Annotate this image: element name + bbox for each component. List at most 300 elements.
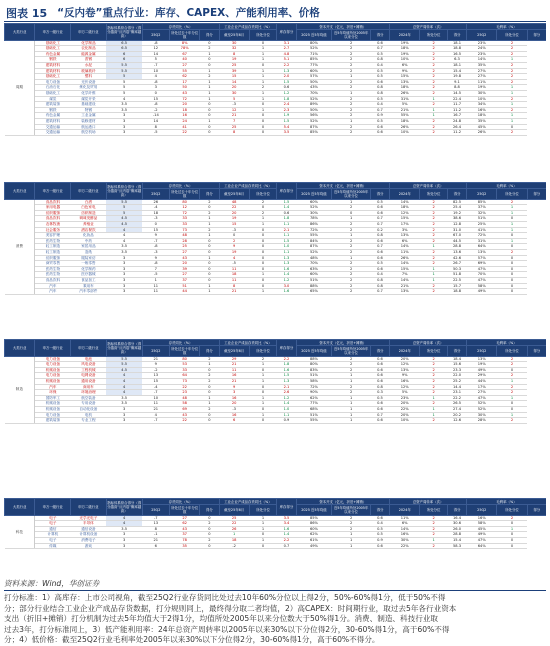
table-cell: 1 bbox=[249, 46, 277, 52]
table-cell: 农林牧渔 bbox=[35, 221, 71, 227]
table-cell: 1 bbox=[332, 395, 371, 401]
table-cell: 调味发酵品 bbox=[71, 216, 107, 222]
table-cell: 43 bbox=[170, 90, 200, 96]
table-cell: 0.5 bbox=[370, 96, 389, 102]
header-c14: 2025 近5年均值 bbox=[296, 505, 332, 515]
table-cell: 69 bbox=[170, 406, 200, 412]
table-cell: 18 bbox=[142, 210, 170, 216]
table-cell: 4 bbox=[106, 521, 142, 527]
table-cell: 6 bbox=[106, 57, 142, 63]
table-cell: 4 bbox=[106, 238, 142, 244]
table-cell: 22.0 bbox=[447, 373, 466, 379]
table-cell: 1.6 bbox=[277, 266, 296, 272]
table-cell: 1 bbox=[420, 113, 448, 119]
header-c19: 所处分位 bbox=[420, 189, 448, 199]
table-cell: 0.6 bbox=[370, 249, 389, 255]
table-cell: 51% bbox=[296, 412, 332, 418]
table-cell: 35% bbox=[467, 62, 497, 68]
table-cell: 1 bbox=[200, 401, 219, 407]
table-cell: 80% bbox=[296, 40, 332, 46]
table-cell: 2 bbox=[420, 199, 448, 205]
table-cell: 9 bbox=[142, 233, 170, 239]
table-cell: 45% bbox=[467, 124, 497, 130]
table-cell: 基础化工 bbox=[35, 46, 71, 52]
header-c10: 截至25年6月 bbox=[219, 346, 249, 356]
table-cell: 0 bbox=[219, 233, 249, 239]
table-cell: 60% bbox=[296, 199, 332, 205]
table-cell: 2 bbox=[332, 51, 371, 57]
table-cell: 18.4 bbox=[447, 356, 466, 362]
table-cell: 86% bbox=[296, 221, 332, 227]
table-cell: 3 bbox=[106, 406, 142, 412]
table-cell: 30% bbox=[467, 90, 497, 96]
table-cell: 55% bbox=[296, 418, 332, 424]
table-cell: 0.8 bbox=[370, 90, 389, 96]
header-c3: 申万二级行业 bbox=[71, 499, 107, 516]
table-cell: 18 bbox=[219, 537, 249, 543]
table-cell: 装修建材 bbox=[71, 118, 107, 124]
header-c18: 2024年 bbox=[390, 505, 420, 515]
header-c22: 25Q2 bbox=[467, 30, 497, 40]
table-cell: 2 bbox=[332, 130, 371, 136]
table-cell: 2.1 bbox=[277, 227, 296, 233]
table-cell: 1 bbox=[249, 57, 277, 63]
table-cell: 1 bbox=[332, 118, 371, 124]
table-cell: 9.1 bbox=[447, 79, 466, 85]
group-label: 制造 bbox=[5, 356, 35, 423]
table-cell: 11.7 bbox=[447, 102, 466, 108]
table-cell: 11 bbox=[219, 266, 249, 272]
table-cell: 28.8 bbox=[447, 244, 466, 250]
table-cell: 化妆品 bbox=[71, 233, 107, 239]
table-cell: 12% bbox=[390, 384, 420, 390]
header-c23: 所处分位 bbox=[497, 189, 527, 199]
table-cell: 2 bbox=[200, 373, 219, 379]
table-cell: 6% bbox=[390, 521, 420, 527]
table-cell: 通信设备 bbox=[71, 526, 107, 532]
table-cell: 21% bbox=[390, 107, 420, 113]
table-cell: 一般零售 bbox=[71, 261, 107, 267]
table-cell: 0 bbox=[200, 40, 219, 46]
table-cell: 1 bbox=[249, 216, 277, 222]
table-cell: 16.4 bbox=[447, 515, 466, 521]
table-cell: 20% bbox=[390, 356, 420, 362]
table-cell: 87% bbox=[296, 124, 332, 130]
table-cell: 2.3 bbox=[277, 107, 296, 113]
table-cell: 73 bbox=[170, 378, 200, 384]
table-cell: 2 bbox=[200, 74, 219, 80]
table-cell: 3 bbox=[106, 272, 142, 278]
table-cell: 12 bbox=[219, 107, 249, 113]
table-cell: 基础建设 bbox=[71, 102, 107, 108]
header-c24: 得分 bbox=[527, 505, 546, 515]
table-cell: -3 bbox=[219, 102, 249, 108]
table-cell: 80 bbox=[170, 356, 200, 362]
table-cell: 2 bbox=[420, 210, 448, 216]
table-cell: 39 bbox=[219, 68, 249, 74]
table-cell: 72 bbox=[170, 210, 200, 216]
table-cell: 2 bbox=[200, 521, 219, 527]
table-cell: 43% bbox=[296, 85, 332, 91]
table-cell: 0 bbox=[249, 227, 277, 233]
table-cell: 51 bbox=[170, 283, 200, 289]
table-cell: 0.6 bbox=[370, 205, 389, 211]
table-cell: 52% bbox=[296, 46, 332, 52]
table-cell: 48 bbox=[219, 199, 249, 205]
group-label: 消费 bbox=[5, 199, 35, 294]
table-cell: 27% bbox=[467, 68, 497, 74]
table-cell: 1.5 bbox=[277, 199, 296, 205]
table-cell: 2 bbox=[420, 289, 448, 295]
table-cell: 1 bbox=[200, 90, 219, 96]
table-cell: 2 bbox=[332, 356, 371, 362]
table-cell: 7 bbox=[142, 266, 170, 272]
table-cell: 8.8 bbox=[447, 85, 466, 91]
table-cell: 1 bbox=[332, 90, 371, 96]
table-cell: 0 bbox=[249, 205, 277, 211]
table-cell: 0 bbox=[249, 283, 277, 289]
table-cell: 1 bbox=[497, 526, 527, 532]
table-cell: 电子 bbox=[35, 515, 71, 521]
table-cell: 16 bbox=[219, 412, 249, 418]
table-cell: 2 bbox=[497, 515, 527, 521]
table-cell: 1.6 bbox=[277, 367, 296, 373]
note-line: 过去3年，打分标准同上，3）低产能利用率：24年总资产周转率以2005年以来30%以下分位得2分，30-60%得1分，高于60%不得 bbox=[4, 624, 450, 634]
table-cell: 2 bbox=[332, 277, 371, 283]
table-cell: 炼化及贸易 bbox=[71, 85, 107, 91]
table-cell: 0 bbox=[200, 130, 219, 136]
table-cell: 38.6 bbox=[447, 216, 466, 222]
table-cell: 83% bbox=[296, 367, 332, 373]
table-cell: 0.5 bbox=[370, 526, 389, 532]
table-cell: 2 bbox=[420, 378, 448, 384]
table-cell: 37% bbox=[467, 205, 497, 211]
table-cell: 31.0 bbox=[447, 227, 466, 233]
table-cell: 51% bbox=[296, 277, 332, 283]
table-cell: 2 bbox=[249, 210, 277, 216]
table-cell: 29 bbox=[219, 356, 249, 362]
table-cell: 11 bbox=[219, 277, 249, 283]
header-c14: 2025 近5年均值 bbox=[296, 346, 332, 356]
table-cell: 37 bbox=[170, 277, 200, 283]
table-cell: 1 bbox=[420, 96, 448, 102]
table-cell: 17 bbox=[170, 79, 200, 85]
header-c9: 工业企业产成品存货同比（%） bbox=[219, 183, 277, 189]
table-cell: -3 bbox=[219, 406, 249, 412]
table-cell: 3.4 bbox=[277, 521, 296, 527]
table-cell: 养殖业 bbox=[71, 221, 107, 227]
table-cell: 12 bbox=[170, 205, 200, 211]
table-cell: 0.7 bbox=[370, 46, 389, 52]
table-cell: 2 bbox=[332, 384, 371, 390]
table-cell: 0.4 bbox=[370, 521, 389, 527]
header-c15: 近5年均值所处2005年以来分位 bbox=[333, 30, 369, 39]
table-cell: 12% bbox=[390, 210, 420, 216]
table-cell: -3 bbox=[219, 227, 249, 233]
table-cell: 2 bbox=[332, 96, 371, 102]
table-cell: 49% bbox=[467, 532, 497, 538]
table-cell: 4.5 bbox=[106, 367, 142, 373]
table-cell: 25 bbox=[219, 62, 249, 68]
table-cell: 0 bbox=[200, 390, 219, 396]
table-cell: 2 bbox=[200, 537, 219, 543]
table-cell: 55 bbox=[170, 68, 200, 74]
header-c3: 申万二级行业 bbox=[71, 183, 107, 200]
table-cell: 1 bbox=[497, 90, 527, 96]
table-cell: 0 bbox=[497, 401, 527, 407]
table-cell: 电力设备 bbox=[35, 373, 71, 379]
header-c23: 所处分位 bbox=[497, 30, 527, 40]
note-line: 支出（折旧+摊销）打分机制为过去5年均值大于2得1分，均值所处2005年以来分位数大于50%得1分。消费、制造、科技行业取 bbox=[4, 614, 438, 624]
table-cell: 13% bbox=[467, 356, 497, 362]
table-cell: 2 bbox=[332, 205, 371, 211]
table-cell: 建筑材料 bbox=[35, 118, 71, 124]
table-cell: 19% bbox=[467, 85, 497, 91]
table-cell: 3 bbox=[106, 412, 142, 418]
table-cell: 0 bbox=[200, 515, 219, 521]
table-cell: 14.4 bbox=[447, 384, 466, 390]
table-cell: 45% bbox=[467, 526, 497, 532]
table-cell: 有色金属 bbox=[35, 51, 71, 57]
table-cell: 88% bbox=[296, 283, 332, 289]
table-cell: 2 bbox=[497, 362, 527, 368]
table-cell: 0 bbox=[200, 113, 219, 119]
table-cell: 环境治理 bbox=[71, 390, 107, 396]
table-cell: 16 bbox=[170, 113, 200, 119]
header-c11: 所处分位 bbox=[249, 189, 277, 199]
table-cell: 中药 bbox=[71, 238, 107, 244]
table-cell: 52% bbox=[467, 401, 497, 407]
table-cell: 19% bbox=[390, 40, 420, 46]
table-cell: 72% bbox=[296, 384, 332, 390]
table-cell: 49% bbox=[296, 543, 332, 549]
table-cell: 0 bbox=[249, 266, 277, 272]
table-cell: 25.2 bbox=[447, 378, 466, 384]
table-cell: 58.3 bbox=[447, 543, 466, 549]
table-cell: 0.9 bbox=[370, 113, 389, 119]
table-cell: 4 bbox=[142, 412, 170, 418]
table-cell: 17% bbox=[467, 384, 497, 390]
table-cell: 85% bbox=[296, 515, 332, 521]
header-c12: 库存得分 bbox=[277, 183, 296, 200]
table-cell: 0 bbox=[497, 521, 527, 527]
table-cell: 11.2 bbox=[447, 107, 466, 113]
table-cell: 3.5 bbox=[106, 107, 142, 113]
table-cell: 0 bbox=[249, 118, 277, 124]
table-cell: 1 bbox=[332, 532, 371, 538]
header-c15: 近5年均值所处2005年以来分位 bbox=[333, 505, 369, 514]
header-c17: 总资产周转率（次） bbox=[390, 499, 467, 505]
table-cell: 1.4 bbox=[277, 401, 296, 407]
table-cell: 11% bbox=[390, 249, 420, 255]
table-cell: 49% bbox=[467, 289, 497, 295]
table-cell: 1 bbox=[249, 90, 277, 96]
header-c13: 资本开支（亿元，折旧+摊销） bbox=[296, 499, 390, 505]
header-c18: 2024年 bbox=[390, 30, 420, 40]
table-cell: 12.8 bbox=[447, 221, 466, 227]
table-cell: 1 bbox=[497, 412, 527, 418]
header-c7: 所处过去十年分位数 bbox=[171, 30, 199, 39]
table-cell: 25 bbox=[219, 124, 249, 130]
table-cell: 2 bbox=[332, 515, 371, 521]
table-cell: 0.5 bbox=[370, 261, 389, 267]
table-cell: 1 bbox=[497, 210, 527, 216]
table-cell: 1 bbox=[200, 255, 219, 261]
table-cell: -5 bbox=[219, 261, 249, 267]
table-cell: 0 bbox=[200, 244, 219, 250]
header-c18: 2024年 bbox=[390, 189, 420, 199]
table-cell: 16% bbox=[390, 378, 420, 384]
table-cell: 0 bbox=[200, 384, 219, 390]
table-cell: 工程机械 bbox=[71, 367, 107, 373]
table-cell: 30 bbox=[219, 40, 249, 46]
table-cell: 0 bbox=[497, 233, 527, 239]
table-cell: 0.6 bbox=[370, 40, 389, 46]
table-cell: 67 bbox=[170, 51, 200, 57]
table-cell: 0 bbox=[249, 255, 277, 261]
table-cell: 0 bbox=[200, 261, 219, 267]
table-cell: 0.4 bbox=[370, 272, 389, 278]
table-cell: 22 bbox=[219, 205, 249, 211]
header-c19: 所处分位 bbox=[420, 30, 448, 40]
table-cell: 30 bbox=[219, 90, 249, 96]
table-cell: 1 bbox=[497, 238, 527, 244]
table-cell: 60% bbox=[296, 68, 332, 74]
table-cell: 50.3 bbox=[447, 266, 466, 272]
header-c4: 指标体系综合得分（得分越高“反内卷”概率越高） bbox=[106, 340, 142, 357]
table-cell: 1 bbox=[249, 362, 277, 368]
table-cell: 0.6 bbox=[370, 515, 389, 521]
table-cell: 18.1 bbox=[447, 62, 466, 68]
header-c21: 毛利率（%） bbox=[467, 183, 546, 189]
table-cell: 0 bbox=[497, 255, 527, 261]
table-cell: 0 bbox=[249, 384, 277, 390]
table-cell: 51% bbox=[467, 216, 497, 222]
table-cell: 5 bbox=[106, 90, 142, 96]
table-cell: 33 bbox=[170, 221, 200, 227]
table-cell: 3 bbox=[106, 124, 142, 130]
header-c11: 所处分位 bbox=[249, 30, 277, 40]
table-cell: 1.6 bbox=[277, 526, 296, 532]
table-cell: 0.6 bbox=[370, 367, 389, 373]
table-cell: 3 bbox=[106, 418, 142, 424]
table-cell: 1 bbox=[497, 378, 527, 384]
table-cell: 1 bbox=[332, 378, 371, 384]
table-cell: 1.9 bbox=[277, 113, 296, 119]
table-cell: 2 bbox=[420, 401, 448, 407]
table-cell: 27.4 bbox=[447, 406, 466, 412]
header-c20: 得分 bbox=[447, 346, 466, 356]
table-cell: 80% bbox=[296, 362, 332, 368]
table-cell: 0.6 bbox=[370, 356, 389, 362]
table-cell: 2 bbox=[420, 249, 448, 255]
table-cell: 21% bbox=[390, 283, 420, 289]
table-cell: 机械设备 bbox=[35, 367, 71, 373]
header-c16: 得分 bbox=[370, 30, 389, 40]
table-cell: 0 bbox=[497, 261, 527, 267]
table-cell: 14% bbox=[390, 277, 420, 283]
table-cell: 5.5 bbox=[106, 362, 142, 368]
table-cell: 1 bbox=[142, 277, 170, 283]
figure-title: “反内卷”重点行业：库存、CAPEX、产能利用率、价格 bbox=[57, 7, 320, 19]
table-cell: 26% bbox=[390, 255, 420, 261]
table-cell: 0 bbox=[200, 124, 219, 130]
table-cell: 0 bbox=[249, 233, 277, 239]
table-cell: 14% bbox=[390, 244, 420, 250]
table-cell: 25 bbox=[170, 244, 200, 250]
table-cell: 化学制品 bbox=[71, 40, 107, 46]
table-cell: 5% bbox=[390, 390, 420, 396]
table-cell: 62% bbox=[296, 532, 332, 538]
table-cell: 2 bbox=[420, 532, 448, 538]
table-cell: 1 bbox=[249, 221, 277, 227]
table-cell: 22 bbox=[170, 384, 200, 390]
table-cell: 2 bbox=[497, 199, 527, 205]
table-cell: 自动化设备 bbox=[71, 406, 107, 412]
divider bbox=[4, 590, 546, 591]
table-cell: 18% bbox=[390, 85, 420, 91]
table-cell: 航空装备 bbox=[71, 395, 107, 401]
table-cell: 20 bbox=[219, 210, 249, 216]
table-cell: 1.5 bbox=[277, 118, 296, 124]
table-cell: 造纸 bbox=[71, 249, 107, 255]
table-cell: 国防军工 bbox=[35, 395, 71, 401]
table-cell: 3 bbox=[106, 266, 142, 272]
table-cell: 风电设备 bbox=[71, 362, 107, 368]
header-c19: 所处分位 bbox=[420, 346, 448, 356]
table-cell: 22.5 bbox=[447, 277, 466, 283]
table-cell: 4 bbox=[106, 515, 142, 521]
table-cell: 60% bbox=[296, 526, 332, 532]
table-cell: 42.6 bbox=[447, 255, 466, 261]
table-cell: 1.0 bbox=[277, 406, 296, 412]
table-cell: 18 bbox=[219, 272, 249, 278]
table-cell: 专业工程 bbox=[71, 418, 107, 424]
table-cell: 1.8 bbox=[277, 96, 296, 102]
table-cell: 13% bbox=[390, 233, 420, 239]
table-cell: 基础化工 bbox=[35, 90, 71, 96]
table-cell: 计算机 bbox=[35, 532, 71, 538]
table-cell: 0 bbox=[497, 272, 527, 278]
table-cell: 26 bbox=[142, 199, 170, 205]
table-cell: 18% bbox=[390, 46, 420, 52]
header-c12: 库存得分 bbox=[277, 340, 296, 357]
table-cell: 2 bbox=[332, 362, 371, 368]
table-cell: 40 bbox=[170, 57, 200, 63]
table-cell: 31% bbox=[390, 96, 420, 102]
header-c9: 工业企业产成品存货同比（%） bbox=[219, 499, 277, 505]
table-cell: 53 bbox=[170, 362, 200, 368]
table-cell: 2 bbox=[420, 227, 448, 233]
table-cell: 64 bbox=[170, 373, 200, 379]
table-cell: 20 bbox=[170, 261, 200, 267]
table-cell: 1 bbox=[249, 395, 277, 401]
table-cell: 72% bbox=[296, 227, 332, 233]
table-cell: 0.6 bbox=[370, 406, 389, 412]
header-c1: 大类行业 bbox=[5, 499, 35, 516]
table-cell: 33 bbox=[170, 367, 200, 373]
header-c16: 得分 bbox=[370, 346, 389, 356]
table-cell: 2 bbox=[420, 384, 448, 390]
table-cell: 52% bbox=[296, 96, 332, 102]
table-cell: 1 bbox=[249, 521, 277, 527]
table-cell: 0 bbox=[200, 57, 219, 63]
table-cell: 28.8 bbox=[447, 532, 466, 538]
table-cell: 2 bbox=[420, 356, 448, 362]
table-cell: 0 bbox=[200, 272, 219, 278]
table-cell: 21 bbox=[142, 537, 170, 543]
table-cell: 4 bbox=[142, 74, 170, 80]
